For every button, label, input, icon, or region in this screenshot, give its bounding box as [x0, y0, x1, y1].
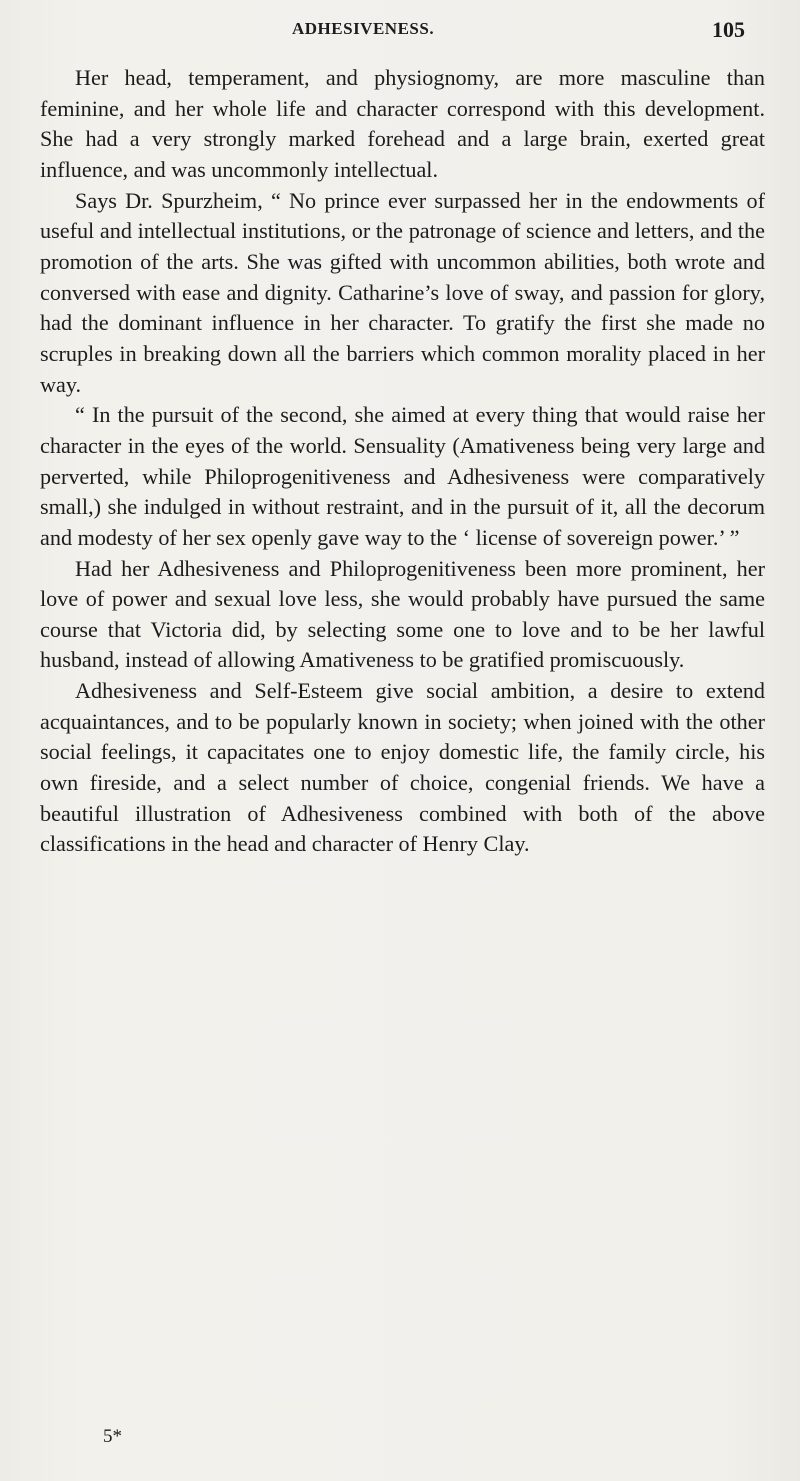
paragraph: Adhesiveness and Self-Esteem give social ambition, a desire to extend acquaintances, and to be popularly known in society; when joined with the other social feelings, it capacitates one to enjoy domestic life, the family circle, his own fireside, and a select number of choice, congenial friends. We have a beautiful illustration of Adhesiveness combined with both of the above classifications in the head and character of Henry Clay.	[40, 678, 765, 857]
signature-mark: 5*	[103, 1426, 122, 1447]
body-text	[40, 63, 765, 860]
paragraph: Had her Adhesiveness and Philoprogenitiveness been more prominent, her love of power and sexual love less, she would probably have pursued the same course that Victoria did, by selecting some one to love and to be her lawful husband, instead of allowing Amativeness to be gratified promiscuously.	[40, 555, 765, 673]
paragraph: “ In the pursuit of the second, she aimed at every thing that would raise her character in the eyes of the world. Sensuality (Amativeness being very large and perverted, while Philoprogenitiveness and Adhesiveness were comparatively small,) she indulged in without restraint, and in the pursuit of it, all the decorum and modesty of her sex openly gave way to the ‘ license of sovereign power.’ ”	[40, 402, 765, 550]
page-number: 105	[712, 17, 745, 42]
running-title: ADHESIVENESS.	[292, 19, 435, 38]
paragraph: Says Dr. Spurzheim, “ No prince ever surpassed her in the endowments of useful and intellectual institutions, or the patronage of science and letters, and the promotion of the arts. She was gifted with uncommon abilities, both wrote and conversed with ease and dignity. Catharine’s love of sway, and passion for glory, had the dominant influence in her character. To gratify the first she made no scruples in breaking down all the barriers which common morality placed in her way.	[40, 187, 765, 397]
running-head	[40, 19, 765, 47]
paragraph: Her head, temperament, and physiognomy, are more masculine than feminine, and her whole life and character correspond with this development. She had a very strongly marked forehead and a large brain, exerted great influence, and was uncommonly intellectual.	[40, 65, 765, 182]
